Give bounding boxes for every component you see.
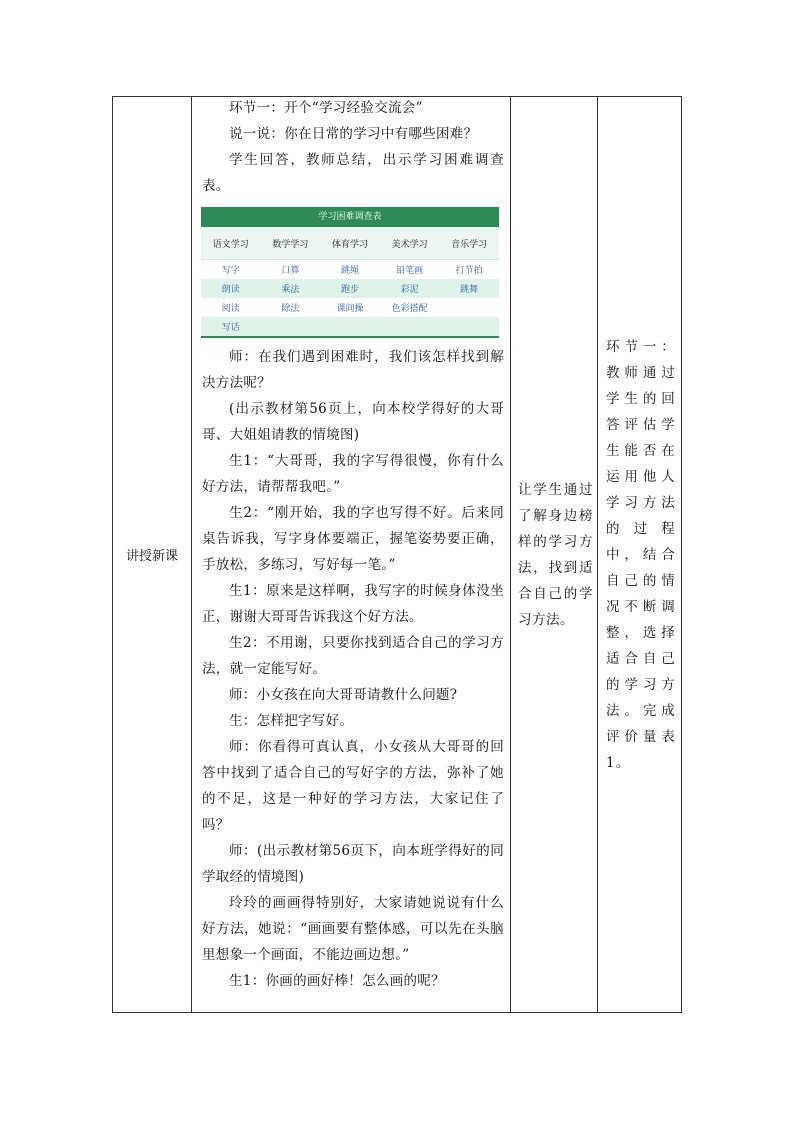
paragraph: 师：在我们遇到困难时，我们该怎样找到解决方法呢？ [202, 349, 504, 391]
paragraph: 说一说：你在日常的学习中有哪些困难？ [229, 126, 478, 142]
survey-cell: 跳绳 [340, 266, 359, 276]
survey-cell: 乘法 [281, 285, 300, 295]
paragraph: 师：你看得可真认真，小女孩从大哥哥的回答中找到了适合自己的写好字的方法，弥补了她的不足，这是一种好的学习方法，大家记住了吗？ [202, 739, 504, 833]
survey-cell: 写字 [221, 266, 240, 276]
teaching-process [192, 97, 510, 994]
paragraph: 玲玲的画画得特别好，大家请她说说有什么好方法，她说：“画画要有整体感，可以先在头脑里想象一个画面，不能边画边想。” [202, 895, 504, 963]
survey-cell: 课间操 [336, 304, 364, 314]
survey-cell: 色彩搭配 [391, 304, 428, 314]
design-purpose-cell [512, 97, 597, 1012]
survey-cell: 彩泥 [400, 285, 419, 295]
survey-row [201, 317, 499, 336]
paragraph: 生1：你画的画好棒！怎么画的呢？ [229, 973, 445, 989]
survey-cell: 打节拍 [455, 266, 483, 276]
survey-cell: 写话 [221, 323, 240, 333]
paragraph: 生2：不用谢，只要你找到适合自己的学习方法，就一定能写好。 [202, 635, 504, 677]
survey-cell: 口算 [281, 266, 300, 276]
evaluation-text: 环节一：教师通过学生的回答评估学生能否在运用他人学习方法的过程中，结合自己的情况不断调整，选择适合自己的学习方法。完成评价量表1。 [606, 338, 676, 771]
survey-header-row [201, 227, 499, 260]
survey-row [201, 279, 499, 298]
survey-row [201, 260, 499, 279]
survey-cell: 跑步 [340, 285, 359, 295]
design-purpose-text: 让学生通过了解身边榜样的学习方法，找到适合自己的学习方法。 [518, 481, 593, 628]
survey-title: 学习困难调查表 [201, 207, 499, 227]
column-divider [510, 97, 511, 1012]
paragraph: 生：怎样把字写好。 [229, 713, 354, 729]
learning-difficulty-survey-table [201, 207, 499, 338]
survey-header-cell: 音乐学习 [451, 239, 488, 250]
survey-cell: 跳舞 [460, 285, 479, 295]
paragraph: 学生回答，教师总结，出示学习困难调查表。 [202, 152, 504, 194]
lesson-plan-table [112, 96, 682, 1013]
evaluation-cell [598, 97, 682, 1012]
survey-cell: 铅笔画 [396, 266, 424, 276]
survey-header-cell: 体育学习 [331, 239, 368, 250]
paragraph: 师：(出示教材第56页下，向本班学得好的同学取经的情境图) [202, 843, 504, 885]
paragraph: 师：小女孩在向大哥哥请教什么问题? [229, 687, 458, 703]
paragraph: 环节一：开个“学习经验交流会” [229, 100, 423, 116]
survey-header-cell: 美术学习 [391, 239, 428, 250]
paragraph: (出示教材第56页上，向本校学得好的大哥哥、大姐姐请教的情境图) [202, 401, 504, 443]
survey-cell: 阅读 [221, 304, 240, 314]
section-label: 讲授新课 [125, 549, 178, 564]
survey-cell: 朗读 [221, 285, 240, 295]
paragraph: 生1：原来是这样啊，我写字的时候身体没坐正，谢谢大哥哥告诉我这个好方法。 [202, 583, 504, 625]
survey-bottom-rule [201, 336, 499, 338]
survey-header-cell: 数学学习 [272, 239, 309, 250]
survey-header-cell: 语文学习 [212, 239, 249, 250]
paragraph: 生1：“大哥哥，我的字写得很慢，你有什么好方法，请帮帮我吧。” [202, 453, 504, 495]
paragraph: 生2：“刚开始，我的字也写得不好。后来同桌告诉我，写字身体要端正，握笔姿势要正确，手放松，多练习，写好每一笔。” [202, 505, 504, 573]
survey-row [201, 298, 499, 317]
survey-cell: 除法 [281, 304, 300, 314]
